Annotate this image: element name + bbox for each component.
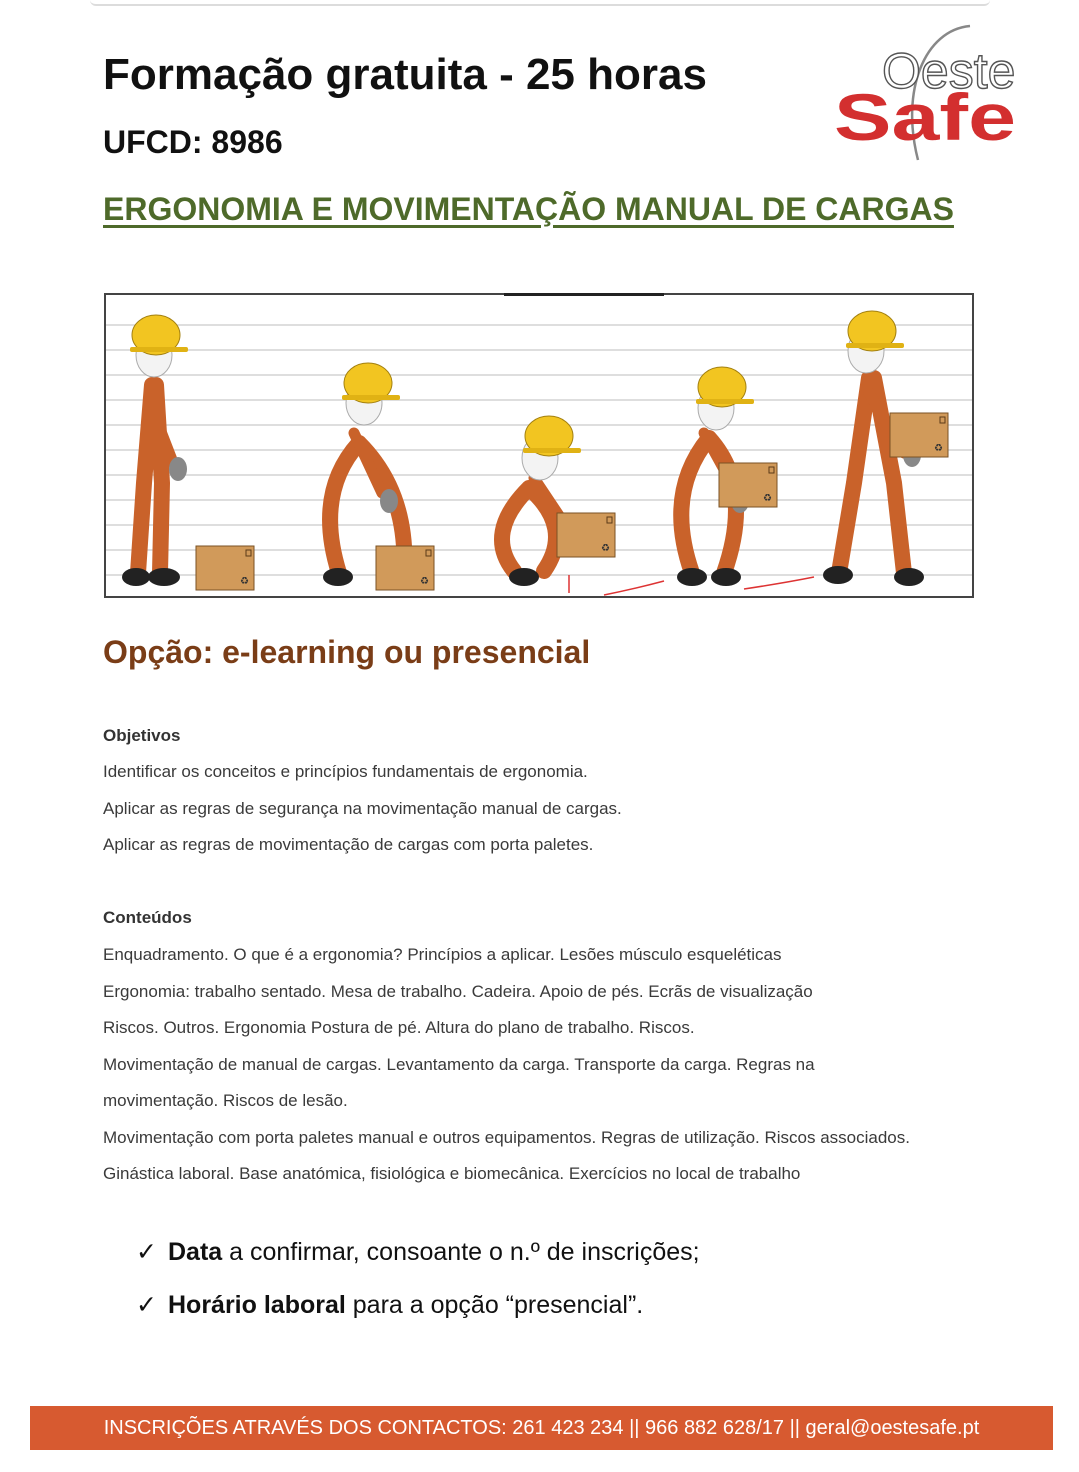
content-line: Ergonomia: trabalho sentado. Mesa de trabalho. Cadeira. Apoio de pés. Ecrãs de visualização <box>103 982 813 1001</box>
content-line: Enquadramento. O que é a ergonomia? Princípios a aplicar. Lesões músculo esqueléticas <box>103 945 782 964</box>
objectives-heading: Objetivos <box>103 726 181 745</box>
page-top-edge <box>90 0 990 6</box>
checkmark-icon: ✓ <box>136 1291 157 1319</box>
oestesafe-logo <box>830 20 1030 170</box>
logo-bottom-word: Safe <box>834 80 1016 154</box>
checklist-item-date <box>136 1237 700 1267</box>
training-option: Opção: e-learning ou presencial <box>103 634 591 670</box>
content-line: Riscos. Outros. Ergonomia Postura de pé. Altura do plano de trabalho. Riscos. <box>103 1018 695 1037</box>
objective-item: Aplicar as regras de segurança na movimentação manual de cargas. <box>103 799 622 818</box>
page-title: Formação gratuita - 25 horas <box>103 50 707 99</box>
content-line: Movimentação com porta paletes manual e outros equipamentos. Regras de utilização. Riscos associados. <box>103 1128 910 1147</box>
logo-top-word: Oeste <box>882 43 1016 99</box>
checklist-text: para a opção “presencial”. <box>345 1291 644 1319</box>
manual-lifting-illustration <box>104 293 974 598</box>
checklist-text: a confirmar, consoante o n.º de inscrições; <box>222 1238 700 1266</box>
objective-item: Aplicar as regras de movimentação de cargas com porta paletes. <box>103 835 594 854</box>
contents-heading: Conteúdos <box>103 908 192 927</box>
checklist-item-schedule <box>136 1290 643 1320</box>
content-line: movimentação. Riscos de lesão. <box>103 1091 348 1110</box>
content-line: Ginástica laboral. Base anatómica, fisiológica e biomecânica. Exercícios no local de trabalho <box>103 1164 801 1183</box>
objective-item: Identificar os conceitos e princípios fundamentais de ergonomia. <box>103 762 588 781</box>
checkmark-icon: ✓ <box>136 1238 157 1266</box>
course-name: ERGONOMIA E MOVIMENTAÇÃO MANUAL DE CARGAS <box>103 191 954 227</box>
contacts-footer: INSCRIÇÕES ATRAVÉS DOS CONTACTOS: 261 423 234 || 966 882 628/17 || geral@oestesafe.pt <box>30 1406 1053 1450</box>
content-line: Movimentação de manual de cargas. Levantamento da carga. Transporte da carga. Regras na <box>103 1055 815 1074</box>
checklist-bold: Horário laboral <box>168 1291 346 1319</box>
ufcd-code: UFCD: 8986 <box>103 124 283 160</box>
checklist-bold: Data <box>168 1238 223 1266</box>
